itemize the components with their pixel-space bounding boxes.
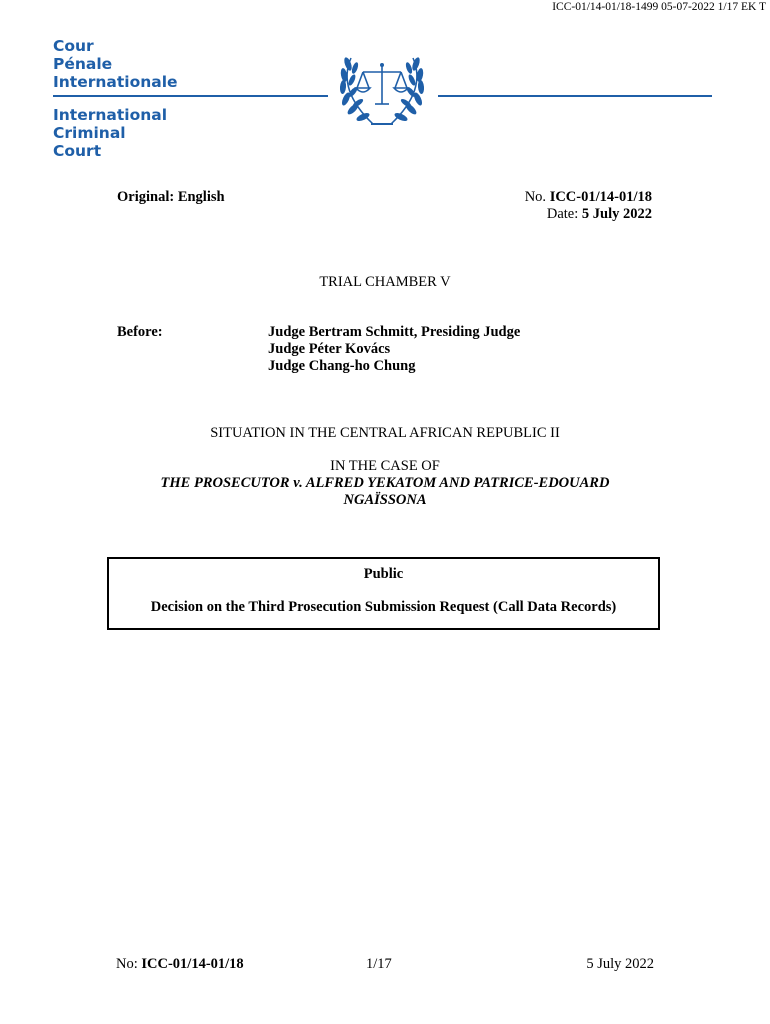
case-number: ICC-01/14-01/18 bbox=[549, 189, 652, 205]
footer-case-number bbox=[116, 956, 244, 973]
court-name-english bbox=[53, 106, 167, 160]
case-intro: IN THE CASE OF bbox=[330, 458, 440, 474]
footer-number: ICC-01/14-01/18 bbox=[141, 956, 244, 972]
judge-name: Judge Péter Kovács bbox=[268, 341, 391, 357]
logo-line: Cour bbox=[53, 37, 94, 55]
document-date: 5 July 2022 bbox=[581, 206, 652, 222]
document-reference: ICC-01/14-01/18-1499 05-07-2022 1/17 EK T bbox=[552, 1, 766, 13]
logo-divider-right bbox=[438, 95, 712, 97]
footer-number-prefix: No: bbox=[116, 956, 142, 972]
situation-title: SITUATION IN THE CENTRAL AFRICAN REPUBLIC II bbox=[210, 425, 560, 441]
decision-title: Decision on the Third Prosecution Submission Request (Call Data Records) bbox=[150, 599, 617, 615]
classification-label: Public bbox=[363, 566, 404, 582]
court-name-french bbox=[53, 37, 178, 91]
chamber-title: TRIAL CHAMBER V bbox=[319, 274, 451, 290]
document-date-line bbox=[547, 206, 652, 223]
logo-line: International bbox=[53, 106, 168, 124]
original-language: Original: English bbox=[117, 189, 225, 205]
case-number-prefix: No. bbox=[524, 189, 550, 205]
logo-line: Internationale bbox=[53, 73, 178, 91]
date-prefix: Date: bbox=[546, 206, 582, 222]
case-title-continued: NGAÏSSONA bbox=[343, 492, 427, 508]
before-label: Before: bbox=[117, 324, 163, 340]
case-number-line bbox=[525, 189, 652, 206]
classification-box bbox=[107, 557, 660, 630]
case-title: THE PROSECUTOR v. ALFRED YEKATOM AND PATRICE-EDOUARD bbox=[160, 475, 610, 491]
footer-date: 5 July 2022 bbox=[586, 956, 654, 972]
judge-name: Judge Bertram Schmitt, Presiding Judge bbox=[268, 324, 521, 340]
logo-line: Pénale bbox=[53, 55, 113, 73]
page-number: 1/17 bbox=[366, 956, 392, 972]
scales-of-justice-laurel-icon bbox=[333, 50, 431, 130]
logo-line: Criminal bbox=[53, 124, 126, 142]
judge-name: Judge Chang-ho Chung bbox=[268, 358, 416, 374]
logo-line: Court bbox=[53, 142, 102, 160]
logo-divider-left bbox=[53, 95, 328, 97]
